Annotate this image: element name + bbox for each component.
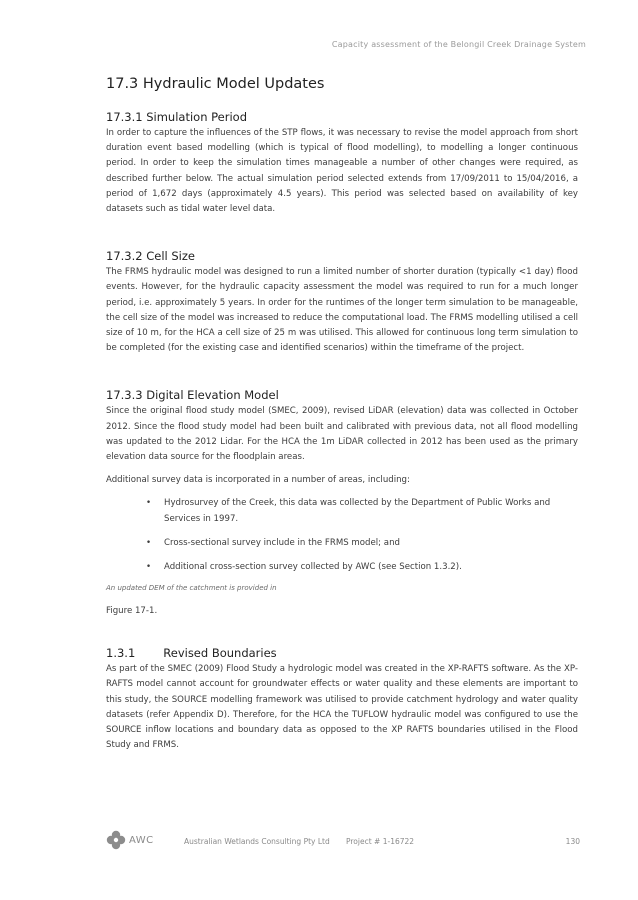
heading-simulation-period: 17.3.1 Simulation Period (106, 110, 248, 124)
paragraph-cell-size: The FRMS hydraulic model was designed to run a limited number of shorter duration (typically <1 day) flood events. However, for the hydraulic capacity assessment the model was required to run for a much longer period, i.e. approximately 5 years. In order for the runtimes of the longer term simulation to be manageable, the cell size of the model was increased to reduce the computational load. The FRMS modelling utilised a cell size of 10 m, for the HCA a cell size of 25 m was utilised. This allowed for continuous long term simulation to be completed (for the existing case and identified scenarios) within the timeframe of the project. (106, 267, 578, 354)
heading-revised-boundaries (106, 646, 578, 660)
footer-company: Australian Wetlands Consulting Pty Ltd (184, 837, 330, 846)
running-header: Capacity assessment of the Belongil Creek Drainage System (331, 40, 586, 49)
heading-cell-size: 17.3.2 Cell Size (106, 249, 195, 264)
bullet-dot-icon: • (146, 562, 152, 573)
footer-logo (106, 830, 154, 850)
list-item-text: Cross-sectional survey include in the FRMS model; and (164, 537, 400, 548)
footer-project: Project # 1-16722 (346, 837, 415, 846)
page-footer (106, 830, 580, 854)
paragraph-dem-1: Since the original flood study model (SMEC, 2009), revised LiDAR (elevation) data was collected in October 2012. Since the flood study model had been built and calibrated with previous data, not all flood modelling was updated to the 2012 Lidar. For the HCA the 1m LiDAR collected in 2012 has been used as the primary elevation data source for the floodplain areas. (106, 406, 578, 463)
survey-list (106, 496, 578, 575)
paragraph-simulation-period: In order to capture the influences of the STP flows, it was necessary to revise the model approach from short duration event based modelling (which is typical of flood modelling), to modelling a longer continuous period. In order to keep the simulation times manageable a number of other changes were required, as described further below. The actual simulation period selected extends from 17/09/2011 to 15/04/2016, a period of 1,672 days (approximately 4.5 years). This period was selected based on availability of key datasets such as tidal water level data. (106, 128, 578, 215)
list-item (106, 536, 578, 551)
logo-text: AWC (129, 834, 154, 846)
list-item (106, 560, 578, 575)
list-item-text: Hydrosurvey of the Creek, this data was collected by the Department of Public Works and Services in 1997. (164, 498, 551, 524)
page-number: 130 (565, 837, 580, 846)
paragraph-dem-2: Additional survey data is incorporated in a number of areas, including: (106, 475, 410, 486)
list-item-text: Additional cross-section survey collected by AWC (see Section 1.3.2). (164, 562, 462, 573)
document-body (106, 76, 578, 761)
heading-text: Revised Boundaries (163, 646, 277, 661)
paragraph-revised-boundaries: As part of the SMEC (2009) Flood Study a hydrologic model was created in the XP-RAFTS software. As the XP-RAFTS model cannot account for groundwater effects or water quality and these elements are important to this study, the SOURCE modelling framework was utilised to provide catchment hydrology and water quality datasets (refer Appendix D). Therefore, for the HCA the TUFLOW hydraulic model was configured to use the SOURCE inflow locations and boundary data as opposed to the XP RAFTS boundaries utilised in the Flood Study and FRMS. (106, 664, 578, 751)
heading-dem: 17.3.3 Digital Elevation Model (106, 388, 279, 403)
list-item (106, 496, 578, 526)
section-title: 17.3 Hydraulic Model Updates (106, 76, 325, 92)
heading-number: 1.3.1 (106, 646, 136, 661)
bullet-dot-icon: • (146, 537, 152, 548)
figure-caption: An updated DEM of the catchment is provided in (106, 584, 277, 593)
figure-reference: Figure 17-1. (106, 606, 158, 617)
bullet-dot-icon: • (146, 498, 152, 509)
awc-logo-icon (106, 830, 126, 850)
